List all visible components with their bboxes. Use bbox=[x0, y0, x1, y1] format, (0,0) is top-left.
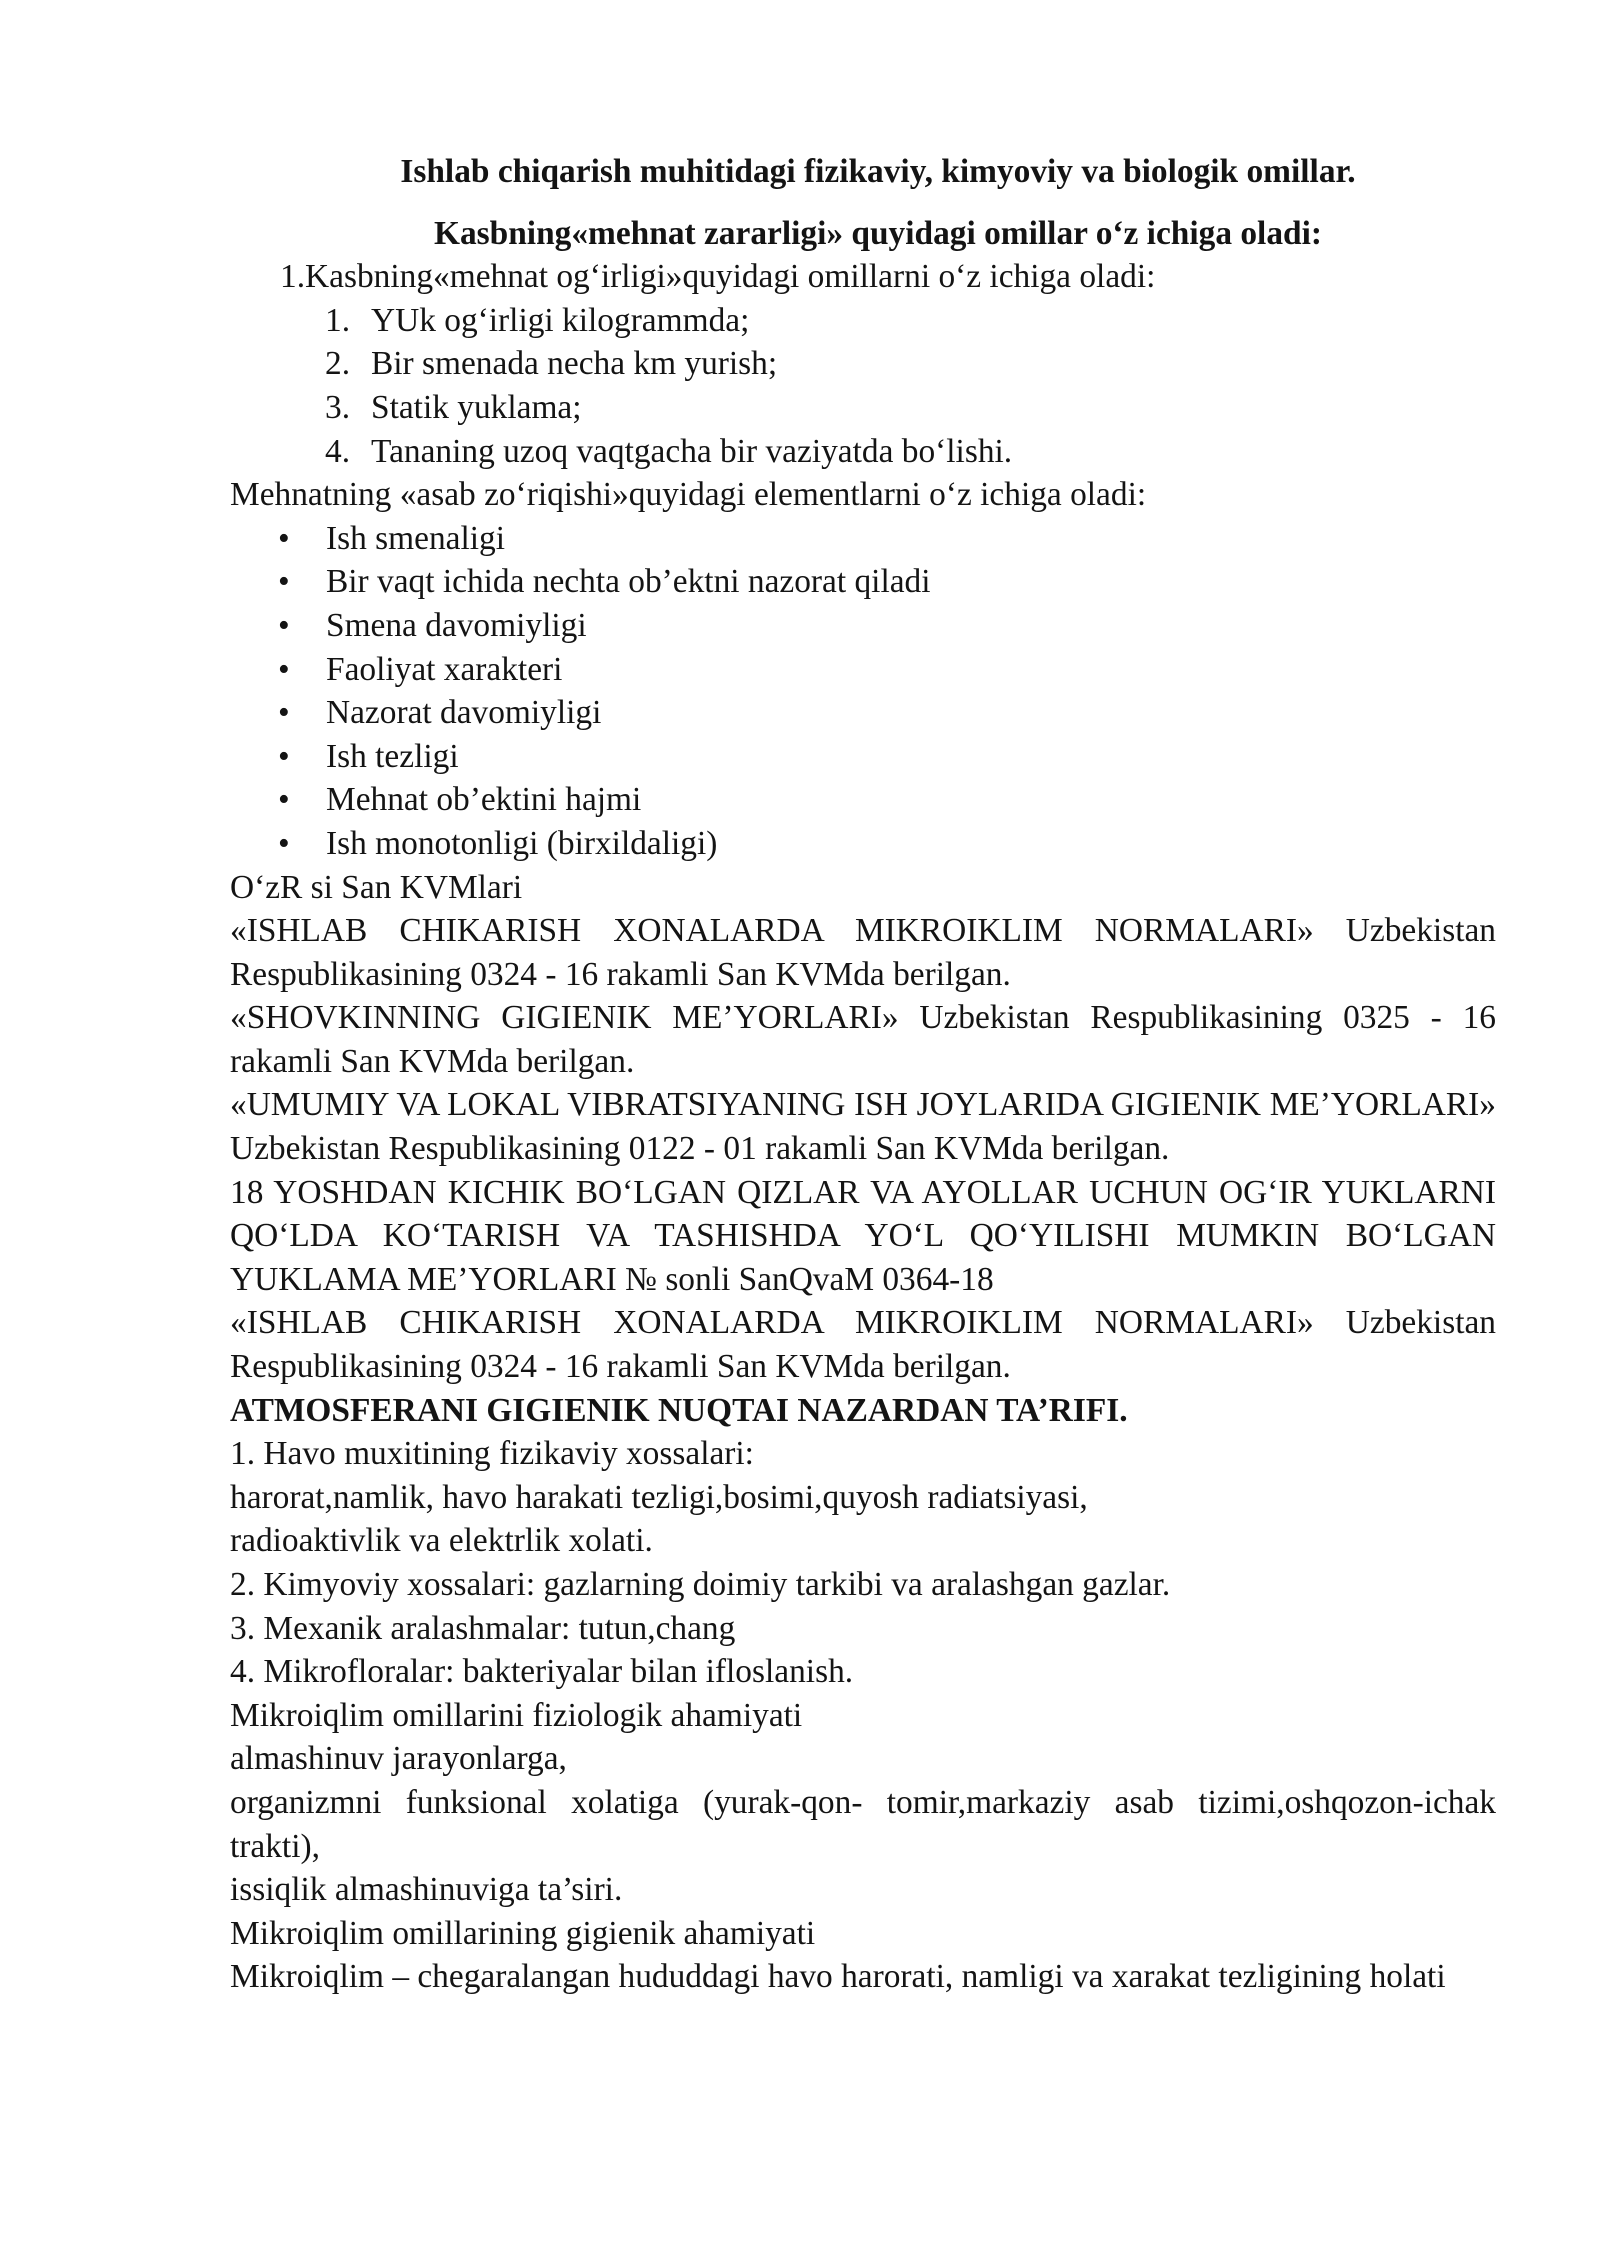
bullet-icon: • bbox=[278, 781, 290, 819]
list-item-text: Smena davomiyligi bbox=[326, 606, 587, 644]
body-line: issiqlik almashinuviga ta’siri. bbox=[230, 1871, 623, 1909]
bullet-icon: • bbox=[278, 824, 290, 862]
list-item-text: Faoliyat xarakteri bbox=[326, 650, 563, 688]
norm-paragraph: «SHOVKINNING GIGIENIK ME’YORLARI» Uzbekistan Respublikasining 0325 - 16 rakamli San KVMda berilgan. bbox=[230, 999, 1496, 1080]
norms-heading: O‘zR si San KVMlari bbox=[230, 868, 523, 906]
list-item bbox=[325, 299, 1496, 343]
list-item-text: Tananing uzoq vaqtgacha bir vaziyatda bo‘lishi. bbox=[371, 432, 1013, 470]
norm-paragraph: «UMUMIY VA LOKAL VIBRATSIYANING ISH JOYLARIDA GIGIENIK ME’YORLARI» Uzbekistan Respublikasining 0122 - 01 rakamli San KVMda berilgan. bbox=[230, 1086, 1496, 1168]
section1-intro: 1.Kasbning«mehnat og‘irligi»quyidagi omillarni o‘z ichiga oladi: bbox=[280, 258, 1156, 296]
list-item bbox=[278, 691, 1496, 735]
bullet-icon: • bbox=[278, 606, 290, 644]
list-item bbox=[325, 430, 1496, 474]
bullet-icon: • bbox=[278, 519, 290, 557]
list-number: 2. bbox=[325, 345, 351, 383]
list-item bbox=[278, 778, 1496, 822]
list-item bbox=[278, 822, 1496, 866]
list-item bbox=[278, 604, 1496, 648]
atmosphere-heading: ATMOSFERANI GIGIENIK NUQTAI NAZARDAN TA’RIFI. bbox=[230, 1391, 1128, 1429]
body-line: 1. Havo muxitining fizikaviy xossalari: bbox=[230, 1435, 754, 1473]
list-item bbox=[278, 560, 1496, 604]
list-item-text: Statik yuklama; bbox=[371, 388, 582, 426]
body-line: 3. Mexanik aralashmalar: tutun,chang bbox=[230, 1609, 736, 1647]
list-item bbox=[325, 386, 1496, 430]
norm-paragraph: 18 YOSHDAN KICHIK BO‘LGAN QIZLAR VA AYOLLAR UCHUN OG‘IR YUKLARNI QO‘LDA KO‘TARISH VA TASHISHDA YO‘L QO‘YILISHI MUMKIN BO‘LGAN YUKLAMA ME’YORLARI № sonli SanQvaM 0364-18 bbox=[230, 1173, 1496, 1298]
list-item-text: Bir smenada necha km yurish; bbox=[371, 345, 778, 383]
list-item-text: Mehnat ob’ektini hajmi bbox=[326, 781, 642, 819]
body-line: radioaktivlik va elektrlik xolati. bbox=[230, 1522, 653, 1560]
body-line: 4. Mikrofloralar: bakteriyalar bilan ifloslanish. bbox=[230, 1653, 854, 1691]
list-item-text: Ish smenaligi bbox=[326, 519, 505, 557]
list-item-text: Ish monotonligi (birxildaligi) bbox=[326, 824, 718, 862]
document-subtitle: Kasbning«mehnat zararligi» quyidagi omillar o‘z ichiga oladi: bbox=[434, 214, 1322, 252]
list-item-text: Ish tezligi bbox=[326, 737, 459, 775]
bullet-icon: • bbox=[278, 563, 290, 601]
document-title: Ishlab chiqarish muhitidagi fizikaviy, kimyoviy va biologik omillar. bbox=[400, 153, 1356, 190]
list-item bbox=[325, 342, 1496, 386]
bullet-icon: • bbox=[278, 650, 290, 688]
list-item bbox=[278, 517, 1496, 561]
section1-list bbox=[230, 299, 1496, 473]
list-item-text: YUk og‘irligi kilogrammda; bbox=[371, 301, 750, 339]
organism-paragraph: organizmni funksional xolatiga (yurak-qon- tomir,markaziy asab tizimi,oshqozon-ichak trakti), bbox=[230, 1783, 1496, 1865]
list-item bbox=[278, 648, 1496, 692]
body-line: almashinuv jarayonlarga, bbox=[230, 1740, 567, 1778]
list-number: 1. bbox=[325, 301, 351, 339]
section2-intro: Mehnatning «asab zo‘riqishi»quyidagi elementlarni o‘z ichiga oladi: bbox=[230, 476, 1147, 514]
list-number: 4. bbox=[325, 432, 351, 470]
microclimate-definition: Mikroiqlim – chegaralangan hududdagi havo harorati, namligi va xarakat tezligining holati bbox=[230, 1958, 1446, 1996]
body-line: Mikroiqlim omillarining gigienik ahamiyati bbox=[230, 1914, 816, 1952]
section2-list bbox=[230, 517, 1496, 866]
list-item bbox=[278, 735, 1496, 779]
body-line: harorat,namlik, havo harakati tezligi,bosimi,quyosh radiatsiyasi, bbox=[230, 1478, 1088, 1516]
list-item-text: Nazorat davomiyligi bbox=[326, 694, 602, 732]
bullet-icon: • bbox=[278, 694, 290, 732]
norm-paragraph: «ISHLAB CHIKARISH XONALARDA MIKROIKLIM NORMALARI» Uzbekistan Respublikasining 0324 - 16 rakamli San KVMda berilgan. bbox=[230, 912, 1496, 993]
list-number: 3. bbox=[325, 388, 351, 426]
norm-paragraph: «ISHLAB CHIKARISH XONALARDA MIKROIKLIM NORMALARI» Uzbekistan Respublikasining 0324 - 16 rakamli San KVMda berilgan. bbox=[230, 1304, 1496, 1386]
list-item-text: Bir vaqt ichida nechta ob’ektni nazorat qiladi bbox=[326, 563, 931, 601]
body-line: Mikroiqlim omillarini fiziologik ahamiyati bbox=[230, 1696, 803, 1734]
bullet-icon: • bbox=[278, 737, 290, 775]
body-line: 2. Kimyoviy xossalari: gazlarning doimiy tarkibi va aralashgan gazlar. bbox=[230, 1566, 1171, 1603]
